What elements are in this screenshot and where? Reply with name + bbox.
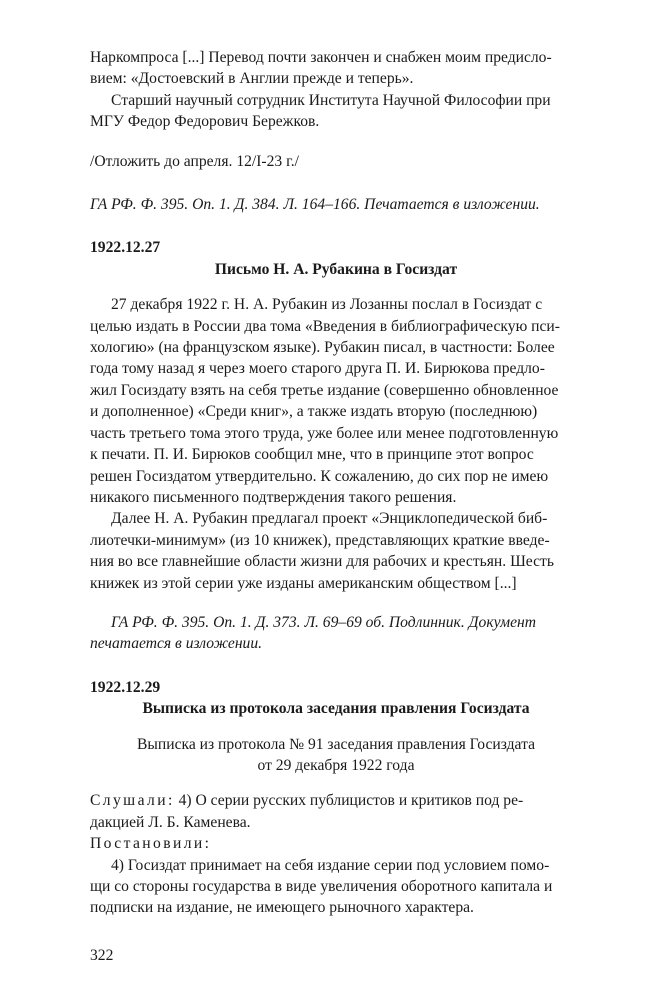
decision-line-2: щи со стороны государства в виде увеличения оборотного капитала и xyxy=(90,878,553,895)
decision-line-3: подписки на издание, не имеющего рыночного характера. xyxy=(90,899,474,917)
signature-line-1: Старший научный сотрудник Института Научной Философии при xyxy=(111,91,551,109)
text-line: и дополненное) «Среди книг», а также издать вторую (последнюю) xyxy=(90,403,538,421)
resolution-note: /Отложить до апреля. 12/I-23 г./ xyxy=(90,152,299,170)
decided-label: Постановили: xyxy=(90,835,212,853)
text-line: жил Госиздату взять на себя третье издание (совершенно обновленное xyxy=(90,381,559,399)
text-line: года тому назад я через моего старого друга П. И. Бирюкова предло- xyxy=(90,360,545,378)
text-line: никакого письменного подтверждения такого решения. xyxy=(90,488,457,506)
text-line: ния во все главнейшие области жизни для рабочих и крестьян. Шесть xyxy=(90,553,554,571)
entry-1-paragraph-1 xyxy=(90,294,582,508)
decision-line-1: 4) Госиздат принимает на себя издание серии под условием помо- xyxy=(111,856,550,874)
entry-date-1: 1922.12.27 xyxy=(90,239,161,257)
entry-title-1: Письмо Н. А. Рубакина в Госиздат xyxy=(214,260,458,278)
text-line: решен Госиздатом утвердительно. К сожалению, до сих пор не имею xyxy=(90,467,549,485)
heard-label: Слушали: xyxy=(90,792,175,810)
document-page xyxy=(90,47,582,919)
text-line: лиотечки-минимум» (из 10 книжек), представляющих краткие введе- xyxy=(90,531,550,549)
intro-line-1: Наркомпроса [...] Перевод почти закончен и снабжен моим предисло- xyxy=(90,49,552,66)
text-line: к печати. П. И. Бирюков сообщил мне, что в принципе этот вопрос xyxy=(90,446,534,464)
archive-source-2-line-1: ГА РФ. Ф. 395. Оп. 1. Д. 373. Л. 69–69 об. Подлинник. Документ xyxy=(111,613,537,631)
archive-source-2-line-2: печатается в изложении. xyxy=(90,635,263,653)
entry-title-2: Выписка из протокола заседания правления Госиздата xyxy=(142,700,530,718)
protocol-subtitle-line-1: Выписка из протокола № 91 заседания правления Госиздата xyxy=(137,735,535,753)
text-line: часть третьего тома этого труда, уже более или менее подготовленную xyxy=(90,424,559,442)
heard-text: 4) О серии русских публицистов и критиков под ре- xyxy=(174,792,524,810)
heard-line-1 xyxy=(90,790,582,811)
heard-line-2: дакцией Л. Б. Каменева. xyxy=(90,813,251,831)
archive-source-1: ГА РФ. Ф. 395. Оп. 1. Д. 384. Л. 164–166. Печатается в изложении. xyxy=(90,196,540,214)
signature-line-2: МГУ Федор Федорович Бережков. xyxy=(90,113,320,131)
protocol-subtitle-line-2: от 29 декабря 1922 года xyxy=(257,756,415,774)
text-line: книжек из этой серии уже изданы американским обществом [...] xyxy=(90,574,517,592)
text-line: 27 декабря 1922 г. Н. А. Рубакин из Лозанны послал в Госиздат с xyxy=(111,296,543,314)
page-number: 322 xyxy=(90,947,114,964)
entry-date-2: 1922.12.29 xyxy=(90,678,161,696)
text-line: целью издать в России два тома «Введения в библиографическую пси- xyxy=(90,317,560,335)
text-line: хологию» (на французском языке). Рубакин писал, в частности: Более xyxy=(90,339,555,357)
entry-1-paragraph-2 xyxy=(90,508,582,594)
text-line: Далее Н. А. Рубакин предлагал проект «Энциклопедической биб- xyxy=(111,510,548,528)
intro-line-2: вием: «Достоевский в Англии прежде и теперь». xyxy=(90,70,414,88)
